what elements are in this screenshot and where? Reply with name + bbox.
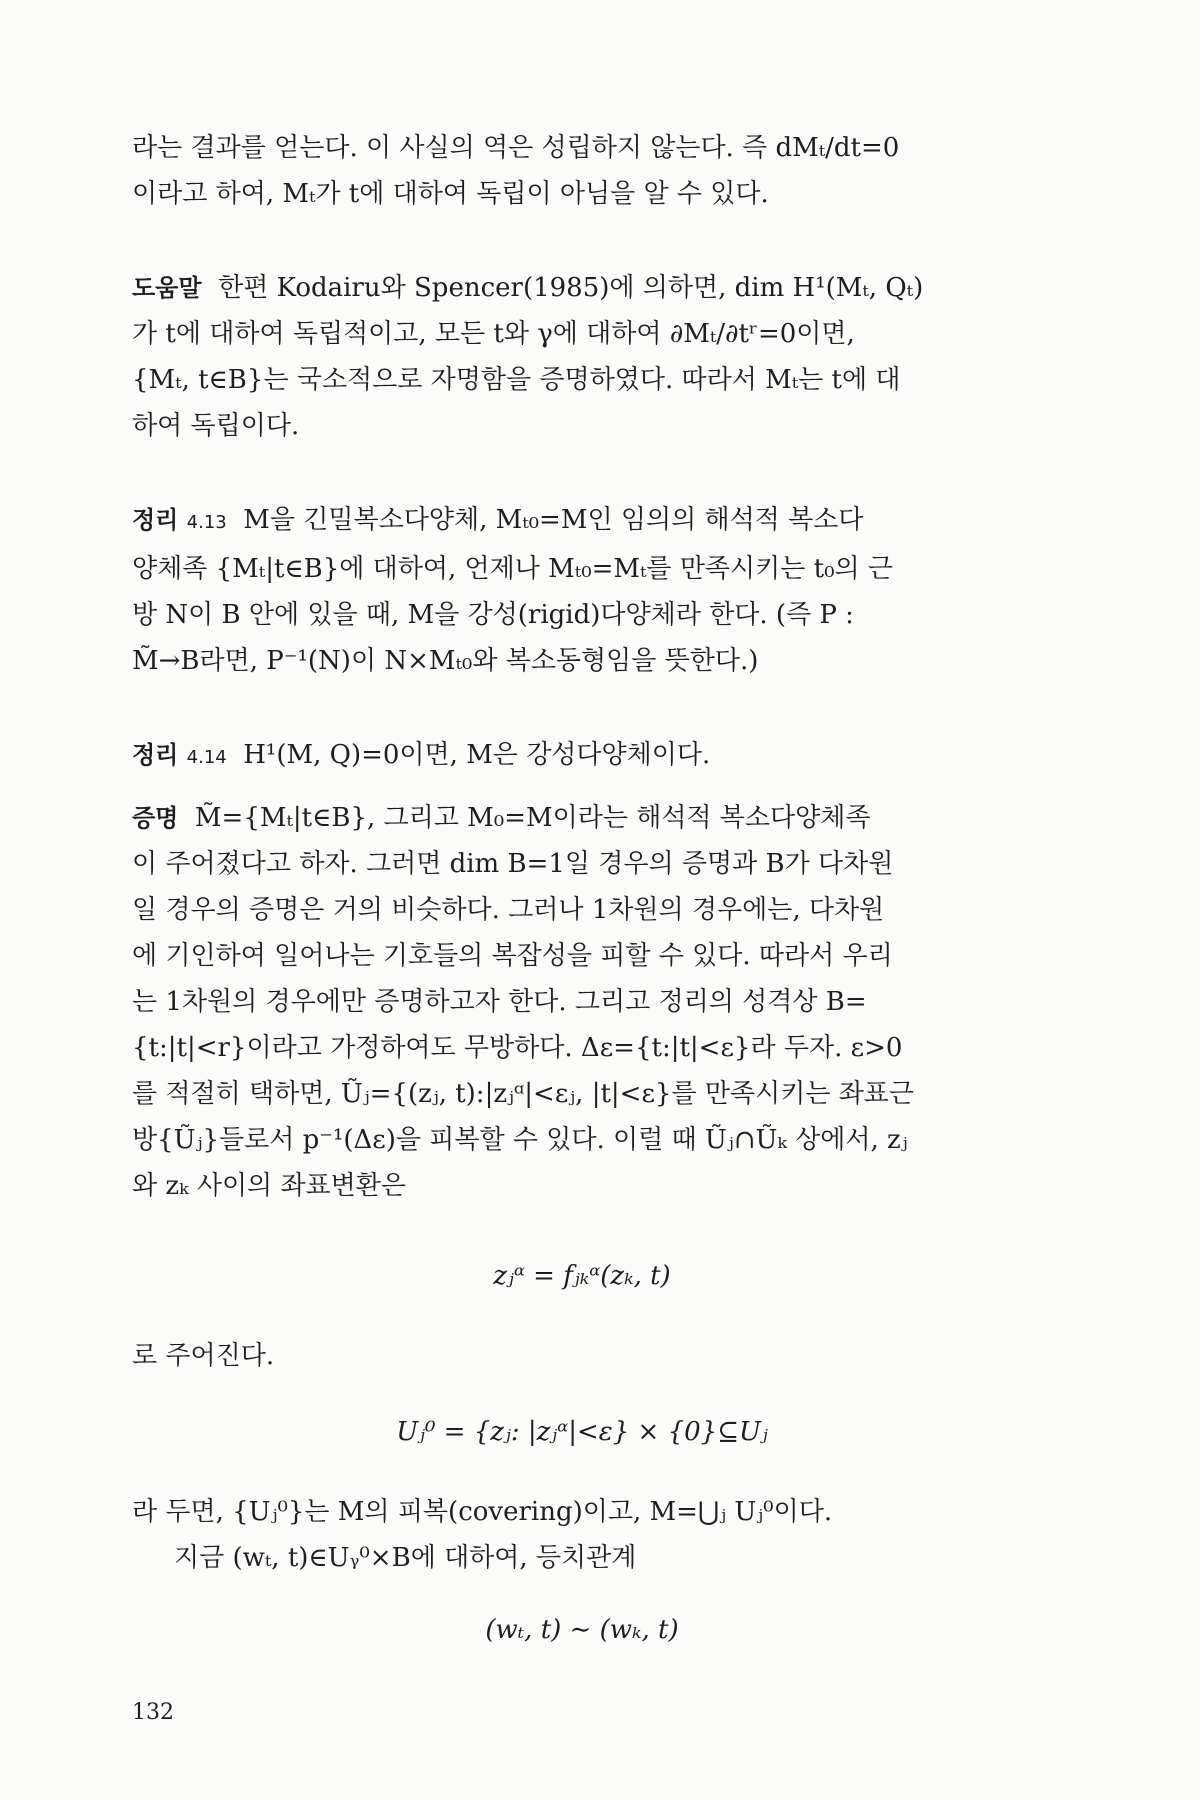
- text-line: 로 주어진다.: [132, 1341, 275, 1371]
- text-line: 라는 결과를 얻는다. 이 사실의 역은 성립하지 않는다. 즉 dMₜ/dt=0: [132, 133, 900, 163]
- theorem-number: 4.14: [186, 747, 227, 768]
- theorem-text: H¹(M, Q)=0이면, M은 강성다양체이다.: [243, 740, 711, 770]
- equation-equivalence: (wₜ, t) ∼ (wₖ, t): [485, 1615, 679, 1645]
- text-line: M̃→B라면, P⁻¹(N)이 N×Mₜ₀와 복소동형임을 뜻한다.): [132, 646, 759, 676]
- text-line: 에 기인하여 일어나는 기호들의 복잡성을 피할 수 있다. 따라서 우리: [132, 941, 893, 971]
- text-line: 를 적절히 택하면, Ũⱼ={(zⱼ, t):|zⱼᵅ|<εⱼ, |t|<ε}를 만족시키는 좌표근: [132, 1079, 915, 1109]
- paragraph-1: [132, 125, 1032, 217]
- theorem-label: 정리: [132, 741, 179, 769]
- text-line: 일 경우의 증명은 거의 비슷하다. 그러나 1차원의 경우에는, 다차원: [132, 895, 885, 925]
- text-line: [132, 795, 1032, 841]
- text-line: {Mₜ, t∈B}는 국소적으로 자명함을 증명하였다. 따라서 Mₜ는 t에 대: [132, 365, 901, 395]
- text-line: 가 t에 대하여 독립적이고, 모든 t와 γ에 대하여 ∂Mₜ/∂tʳ=0이면,: [132, 319, 855, 349]
- text-line: 양체족 {Mₜ|t∈B}에 대하여, 언제나 Mₜ₀=Mₜ를 만족시키는 t₀의 근: [132, 554, 894, 584]
- text-line: [132, 497, 1032, 546]
- text-line: {t:|t|<r}이라고 가정하여도 무방하다. Δε={t:|t|<ε}라 두자. ε>0: [132, 1033, 903, 1063]
- text-line: 방{Ũⱼ}들로서 p⁻¹(Δε)을 피복할 수 있다. 이럴 때 Ũⱼ∩Ũₖ 상에서, zⱼ: [132, 1125, 908, 1155]
- text-line: [132, 732, 1032, 781]
- note-label: 도움말: [132, 274, 202, 302]
- page-content: [132, 125, 1032, 1653]
- page-number: 132: [132, 1700, 174, 1725]
- theorem-label: 정리: [132, 506, 179, 534]
- text-line: 이라고 하여, Mₜ가 t에 대하여 독립이 아님을 알 수 있다.: [132, 179, 769, 209]
- text-line: [132, 265, 1032, 311]
- text-line: 라 두면, {Uⱼ⁰}는 M의 피복(covering)이고, M=⋃ⱼ Uⱼ⁰이다.: [132, 1497, 833, 1527]
- equation-coordinate-change: zⱼᵅ = fⱼₖᵅ(zₖ, t): [493, 1261, 671, 1291]
- text-line: 방 N이 B 안에 있을 때, M을 강성(rigid)다양체라 한다. (즉 P :: [132, 600, 854, 630]
- equation-cover: Uⱼ⁰ = {zⱼ: |zⱼᵅ|<ε} × {0}⊆Uⱼ: [396, 1417, 768, 1447]
- note-block: [132, 265, 1032, 449]
- theorem-4-14: [132, 732, 1032, 781]
- proof-label: 증명: [132, 804, 179, 832]
- text-line: 지금 (wₜ, t)∈Uᵧ⁰×B에 대하여, 등치관계: [174, 1543, 637, 1573]
- note-text: 한편 Kodairu와 Spencer(1985)에 의하면, dim H¹(Mₜ, Qₜ): [218, 273, 924, 303]
- theorem-text: M을 긴밀복소다양체, Mₜ₀=M인 임의의 해석적 복소다: [243, 505, 864, 535]
- text-line: 하여 독립이다.: [132, 411, 300, 441]
- theorem-4-13: [132, 497, 1032, 684]
- text-line: 는 1차원의 경우에만 증명하고자 한다. 그리고 정리의 성격상 B=: [132, 987, 867, 1017]
- proof-text: M̃={Mₜ|t∈B}, 그리고 M₀=M이라는 해석적 복소다양체족: [194, 803, 871, 833]
- theorem-number: 4.13: [186, 512, 227, 533]
- text-line: 와 zₖ 사이의 좌표변환은: [132, 1171, 407, 1201]
- text-line: 이 주어졌다고 하자. 그러면 dim B=1일 경우의 증명과 B가 다차원: [132, 849, 894, 879]
- proof-block: [132, 795, 1032, 1209]
